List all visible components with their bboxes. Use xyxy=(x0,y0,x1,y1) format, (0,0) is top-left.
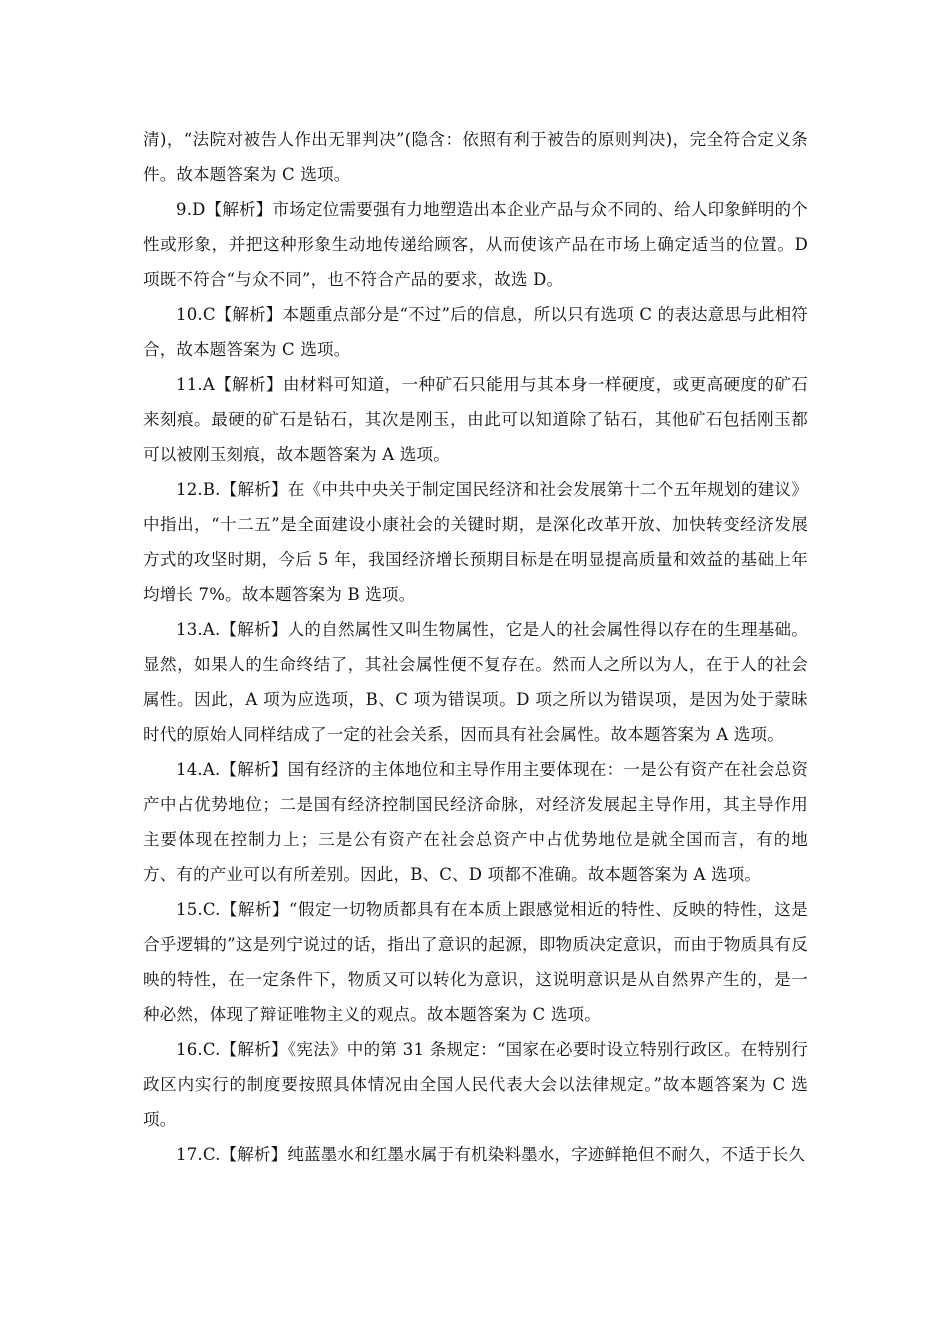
paragraph-answer-15: 15.C.【解析】“假定一切物质都具有在本质上跟感觉相近的特性、反映的特性，这是合乎逻辑的”这是列宁说过的话，指出了意识的起源，即物质决定意识，而由于物质具有反映的特性，在一定条件下，物质又可以转化为意识，这说明意识是从自然界产生的，是一种必然，体现了辩证唯物主义的观点。故本题答案为 C 选项。 xyxy=(143,900,808,1024)
document-page xyxy=(143,122,808,1172)
paragraph-answer-17: 17.C.【解析】纯蓝墨水和红墨水属于有机染料墨水，字迹鲜艳但不耐久，不适于长久 xyxy=(176,1145,806,1164)
paragraph-answer-9: 9.D【解析】市场定位需要强有力地塑造出本企业产品与众不同的、给人印象鲜明的个性或形象，并把这种形象生动地传递给顾客，从而使该产品在市场上确定适当的位置。D 项既不符合“与众不同”，也不符合产品的要求，故选 D。 xyxy=(143,200,808,289)
paragraph-answer-12: 12.B.【解析】在《中共中央关于制定国民经济和社会发展第十二个五年规划的建议》中指出，“十二五”是全面建设小康社会的关键时期，是深化改革开放、加快转变经济发展方式的攻坚时期，今后 5 年，我国经济增长预期目标是在明显提高质量和效益的基础上年均增长 7%。故本题答案为 B 选项。 xyxy=(143,480,808,604)
paragraph-8-continued: 清)，“法院对被告人作出无罪判决”(隐含：依照有利于被告的原则判决)，完全符合定义条件。故本题答案为 C 选项。 xyxy=(143,130,808,184)
paragraph-answer-10: 10.C【解析】本题重点部分是“不过”后的信息，所以只有选项 C 的表达意思与此相符合，故本题答案为 C 选项。 xyxy=(143,305,808,359)
paragraph-answer-11: 11.A【解析】由材料可知道，一种矿石只能用与其本身一样硬度，或更高硬度的矿石来刻痕。最硬的矿石是钻石，其次是刚玉，由此可以知道除了钻石，其他矿石包括刚玉都可以被刚玉刻痕，故本题答案为 A 选项。 xyxy=(143,375,808,464)
paragraph-answer-13: 13.A.【解析】人的自然属性又叫生物属性，它是人的社会属性得以存在的生理基础。显然，如果人的生命终结了，其社会属性便不复存在。然而人之所以为人，在于人的社会属性。因此，A 项为应选项，B、C 项为错误项。D 项之所以为错误项，是因为处于蒙昧时代的原始人同样结成了一定的社会关系，因而具有社会属性。故本题答案为 A 选项。 xyxy=(143,620,808,744)
paragraph-answer-14: 14.A.【解析】国有经济的主体地位和主导作用主要体现在：一是公有资产在社会总资产中占优势地位；二是国有经济控制国民经济命脉，对经济发展起主导作用，其主导作用主要体现在控制力上；三是公有资产在社会总资产中占优势地位是就全国而言，有的地方、有的产业可以有所差别。因此，B、C、D 项都不准确。故本题答案为 A 选项。 xyxy=(143,760,808,884)
paragraph-answer-16: 16.C.【解析】《宪法》中的第 31 条规定：“国家在必要时设立特别行政区。在特别行政区内实行的制度要按照具体情况由全国人民代表大会以法律规定。”故本题答案为 C 选项。 xyxy=(143,1040,808,1129)
